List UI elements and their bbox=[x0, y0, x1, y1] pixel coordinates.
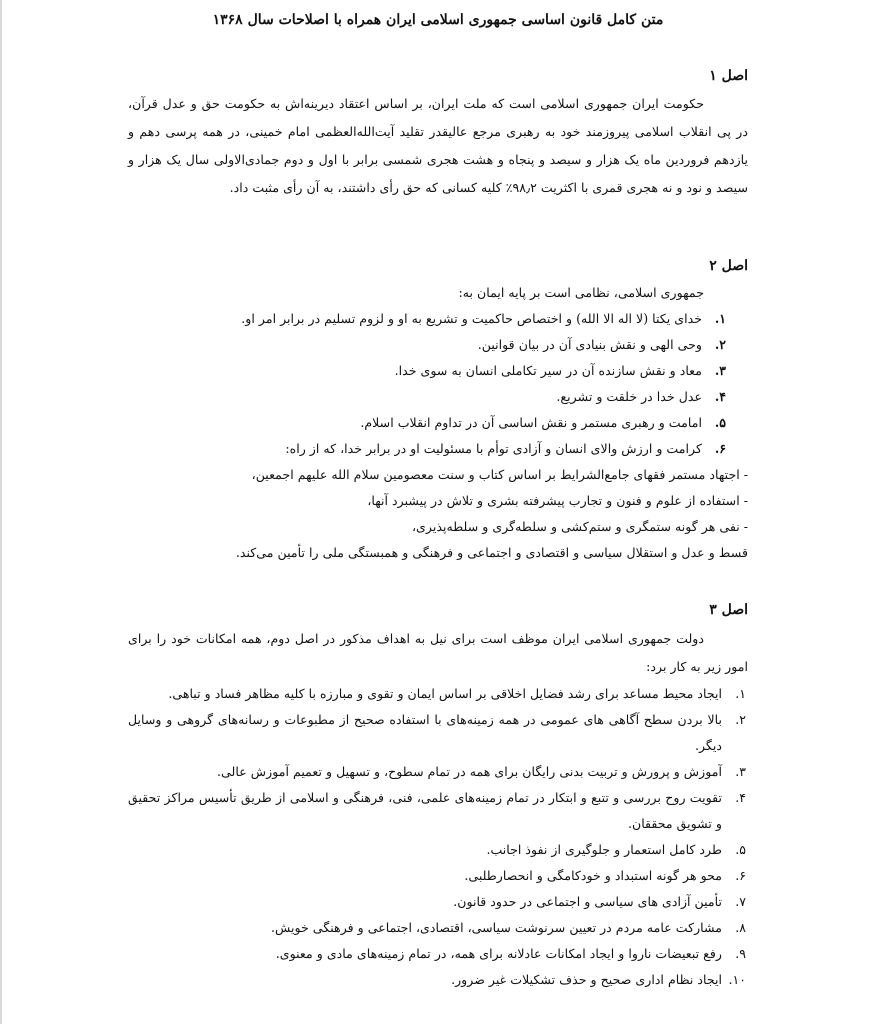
list-number: ۱۰. bbox=[728, 972, 746, 987]
list-number: ۱. bbox=[714, 311, 726, 326]
document-page bbox=[128, 0, 748, 1024]
list-number: ۳. bbox=[735, 764, 746, 779]
article-2-subitem: - اجتهاد مستمر فقهای جامع‌الشرایط بر اساس کتاب و سنت معصومین سلام الله علیهم اجمعین، bbox=[251, 467, 748, 482]
list-item-text: ایجاد محیط مساعد برای رشد فضایل اخلاقی بر اساس ایمان و تقوی و مبارزه با کلیه مظاهر فساد و تباهی. bbox=[168, 686, 722, 701]
list-item-text: تقویت روح بررسی و تتبع و ابتکار در تمام زمینه‌های علمی، فنی، فرهنگی و اسلامی از طریق تأسیس مراکز تحقیق و تشویق محققان. bbox=[128, 790, 722, 831]
article-2-item bbox=[128, 436, 748, 462]
article-3-item bbox=[128, 915, 748, 941]
list-number: ۴. bbox=[714, 389, 726, 404]
article-2-closing: قسط و عدل و استقلال سیاسی و اقتصادی و اجتماعی و فرهنگی و همبستگی ملی را تأمین می‌کند. bbox=[235, 545, 748, 560]
article-2-item bbox=[128, 332, 748, 358]
list-item-text: رفع تبعیضات ناروا و ایجاد امکانات عادلانه برای همه، در تمام زمینه‌های مادی و معنوی. bbox=[275, 946, 722, 961]
list-number: ۸. bbox=[735, 920, 746, 935]
article-2-item bbox=[128, 384, 748, 410]
article-3-item bbox=[128, 707, 748, 759]
list-item-text: ایجاد نظام اداری صحیح و حذف تشکیلات غیر ضرور. bbox=[451, 972, 722, 987]
article-3-item bbox=[128, 889, 748, 915]
article-2-heading: اصل ۲ bbox=[709, 258, 748, 274]
list-item-text: عدل خدا در خلقت و تشریع. bbox=[556, 389, 702, 404]
list-item-text: مشارکت عامه مردم در تعیین سرنوشت سیاسی، اقتصادی، اجتماعی و فرهنگی خویش. bbox=[270, 920, 722, 935]
article-3-item bbox=[128, 759, 748, 785]
list-item-text: طرد کامل استعمار و جلوگیری از نفوذ اجانب. bbox=[486, 842, 722, 857]
page-left-border bbox=[0, 0, 2, 1024]
article-2-intro: جمهوری اسلامی، نظامی است بر پایه ایمان به: bbox=[458, 285, 704, 300]
article-3-body bbox=[128, 625, 748, 993]
list-number: ۶. bbox=[714, 441, 726, 456]
article-2-sublist bbox=[128, 462, 748, 540]
article-3-intro: دولت جمهوری اسلامی ایران موظف است برای نیل به اهداف مذکور در اصل دوم، همه امکانات خود را برای امور زیر به کار برد: bbox=[128, 631, 748, 674]
article-1-text: حکومت ایران جمهوری اسلامی است که ملت ایران، بر اساس اعتقاد دیرینه‌اش به حکومت حق و عدل قرآن، در پی انقلاب اسلامی پیروزمند خود به رهبری مرجع عالیقدر تقلید آیت‌الله‌العظمی امام خمینی، در همه پرسی دهم و یازدهم فروردین ماه یک هزار و سیصد و پنجاه و هشت هجری شمسی برابر با اول و دوم جمادی‌الاولی سال یک هزار و سیصد و نود و نه هجری قمری با اکثریت ۹۸٫۲٪ کلیه کسانی که حق رأی داشتند، به آن رأی مثبت داد. bbox=[128, 96, 748, 195]
list-item-text: بالا بردن سطح آگاهی های عمومی در همه زمینه‌های با استفاده صحیح از مطبوعات و رسانه‌های گروهی و وسایل دیگر. bbox=[128, 712, 722, 753]
article-2-body bbox=[128, 280, 748, 566]
list-item-text: محو هر گونه استبداد و خودکامگی و انحصارطلبی. bbox=[464, 868, 722, 883]
list-item-text: آموزش و پرورش و تربیت بدنی رایگان برای همه در تمام سطوح، و تسهیل و تعمیم آموزش عالی. bbox=[217, 764, 722, 779]
list-number: ۵. bbox=[714, 415, 726, 430]
article-1-heading: اصل ۱ bbox=[709, 68, 748, 84]
article-3-item bbox=[128, 681, 748, 707]
article-3-item bbox=[128, 785, 748, 837]
article-2-item bbox=[128, 358, 748, 384]
article-3-item bbox=[128, 967, 748, 993]
list-number: ۲. bbox=[735, 712, 746, 727]
article-3-item bbox=[128, 863, 748, 889]
document-title: متن کامل قانون اساسی جمهوری اسلامی ایران همراه با اصلاحات سال ۱۳۶۸ bbox=[212, 12, 664, 28]
article-1-body bbox=[128, 90, 748, 202]
article-3-heading: اصل ۳ bbox=[709, 602, 748, 618]
article-2-subitem: - نفی هر گونه ستمگری و ستم‌کشی و سلطه‌گری و سلطه‌پذیری، bbox=[411, 519, 748, 534]
list-number: ۶. bbox=[735, 868, 746, 883]
article-3-item bbox=[128, 837, 748, 863]
list-item-text: وحی الهی و نقش بنیادی آن در بیان قوانین. bbox=[477, 337, 702, 352]
article-3-list bbox=[128, 681, 748, 993]
list-number: ۹. bbox=[735, 946, 746, 961]
article-3-item bbox=[128, 941, 748, 967]
list-number: ۳. bbox=[714, 363, 726, 378]
list-number: ۱. bbox=[735, 686, 746, 701]
list-number: ۵. bbox=[735, 842, 746, 857]
list-item-text: تأمین آزادی های سیاسی و اجتماعی در حدود قانون. bbox=[453, 894, 722, 909]
list-item-text: امامت و رهبری مستمر و نقش اساسی آن در تداوم انقلاب اسلام. bbox=[360, 415, 702, 430]
article-2-item bbox=[128, 306, 748, 332]
list-item-text: معاد و نقش سازنده آن در سیر تکاملی انسان به سوی خدا. bbox=[394, 363, 702, 378]
list-number: ۲. bbox=[714, 337, 726, 352]
list-item-text: کرامت و ارزش والای انسان و آزادی توأم با مسئولیت او در برابر خدا، که از راه: bbox=[285, 441, 702, 456]
article-2-subitem: - استفاده از علوم و فنون و تجارب پیشرفته بشری و تلاش در پیشبرد آنها، bbox=[367, 493, 748, 508]
article-2-item bbox=[128, 410, 748, 436]
article-2-list bbox=[128, 306, 748, 462]
list-item-text: خدای یکتا (لا اله الا الله) و اختصاص حاکمیت و تشریع به او و لزوم تسلیم در برابر امر او. bbox=[241, 311, 702, 326]
list-number: ۷. bbox=[735, 894, 746, 909]
list-number: ۴. bbox=[735, 790, 746, 805]
